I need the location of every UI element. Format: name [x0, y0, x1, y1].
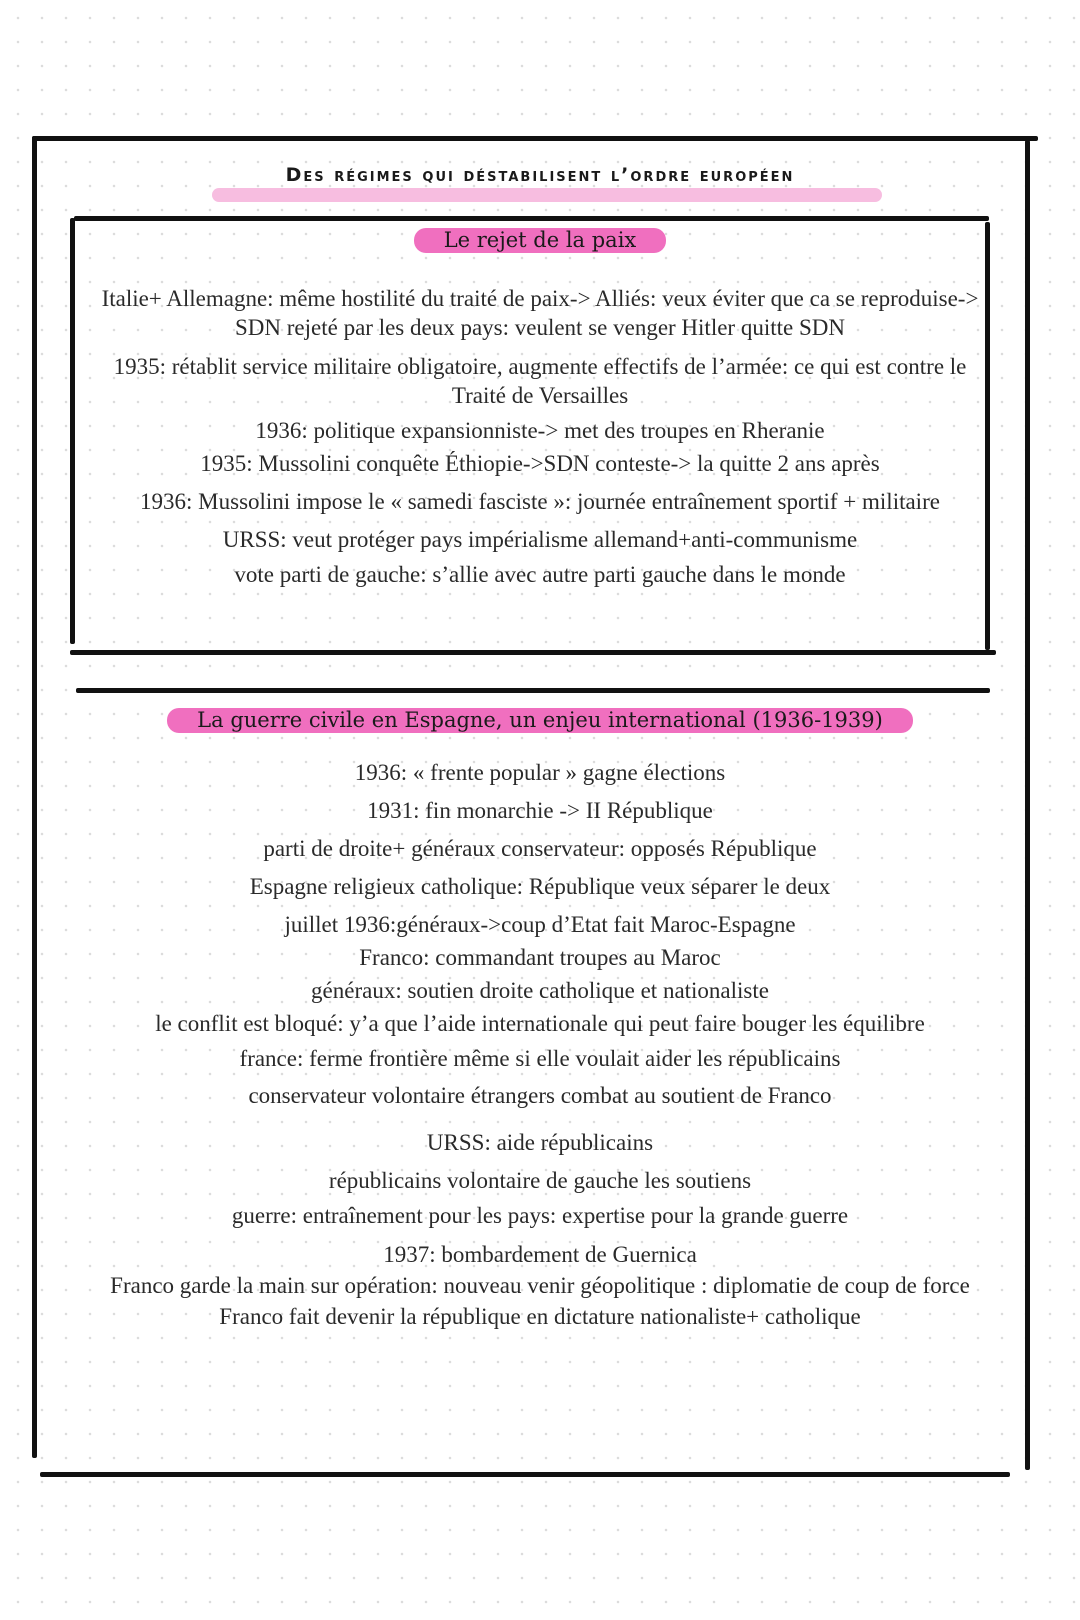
outer-frame-top-border: [32, 136, 1038, 141]
section2-heading: La guerre civile en Espagne, un enjeu international (1936-1939): [167, 708, 913, 733]
section2-line-1: 1936: « frente popular » gagne élections: [354, 760, 726, 785]
section2-line-15: Franco garde la main sur opération: nouveau venir géopolitique : diplomatie de coup de force: [110, 1273, 970, 1298]
page-title: Des régimes qui déstabilisent l’ordre européen: [285, 164, 795, 186]
section2-line-6: Franco: commandant troupes au Maroc: [359, 945, 721, 970]
section2-line-3: parti de droite+ généraux conservateur: opposés République: [263, 836, 817, 861]
section1-heading: Le rejet de la paix: [414, 228, 667, 253]
section2-line-11: URSS: aide républicains: [426, 1130, 654, 1155]
section1-line-2: 1935: rétablit service militaire obligatoire, augmente effectifs de l’armée: ce qui est contre le Traité de Versailles: [113, 354, 967, 408]
section2-line-8: le conflit est bloqué: y’a que l’aide internationale qui peut faire bouger les équilibre: [155, 1011, 925, 1036]
outer-frame-bottom-border: [40, 1472, 1010, 1477]
outer-frame-left-border: [32, 136, 37, 1458]
section1-line-7: vote parti de gauche: s’allie avec autre parti gauche dans le monde: [234, 562, 846, 587]
section1-box-left-border: [70, 218, 75, 644]
section2-line-2: 1931: fin monarchie -> II République: [367, 798, 713, 823]
section1-line-3: 1936: politique expansionniste-> met des troupes en Rheranie: [255, 418, 825, 443]
section2-line-4: Espagne religieux catholique: République veux séparer le deux: [249, 874, 831, 899]
section2-line-12: républicains volontaire de gauche les soutiens: [328, 1168, 752, 1193]
main-title-container: [0, 164, 1080, 186]
section2-line-13: guerre: entraînement pour les pays: expertise pour la grande guerre: [231, 1203, 849, 1228]
section2-line-9: france: ferme frontière même si elle voulait aider les républicains: [239, 1046, 841, 1071]
section1-line-1: Italie+ Allemagne: même hostilité du traité de paix-> Alliés: veux éviter que ca se reproduise-> SDN rejeté par les deux pays: veulent se venger Hitler quitte SDN: [101, 286, 979, 340]
outer-frame-right-border: [1025, 140, 1030, 1470]
section2-line-14: 1937: bombardement de Guernica: [383, 1242, 697, 1267]
section2-line-16: Franco fait devenir la république en dictature nationaliste+ catholique: [219, 1304, 861, 1329]
section2-line-10: conservateur volontaire étrangers combat au soutient de Franco: [248, 1083, 832, 1108]
section2-line-5: juillet 1936:généraux->coup d’Etat fait Maroc-Espagne: [284, 912, 796, 937]
section2-top-border: [76, 688, 990, 693]
section2-line-7: généraux: soutien droite catholique et nationaliste: [311, 978, 769, 1003]
section1-box-bottom-border: [70, 650, 996, 655]
section2-body: [88, 758, 992, 1331]
section1-heading-container: [0, 228, 1080, 253]
section2-heading-container: [0, 708, 1080, 733]
section1-line-4: 1935: Mussolini conquête Éthiopie->SDN conteste-> la quitte 2 ans après: [200, 451, 880, 476]
section1-box-top-border: [74, 216, 989, 221]
section1-line-5: 1936: Mussolini impose le « samedi fasciste »: journée entraînement sportif + militaire: [140, 489, 940, 514]
section1-line-6: URSS: veut protéger pays impérialisme allemand+anti-communisme: [222, 527, 858, 552]
main-title-highlight: [212, 188, 882, 202]
section1-body: [88, 284, 992, 589]
